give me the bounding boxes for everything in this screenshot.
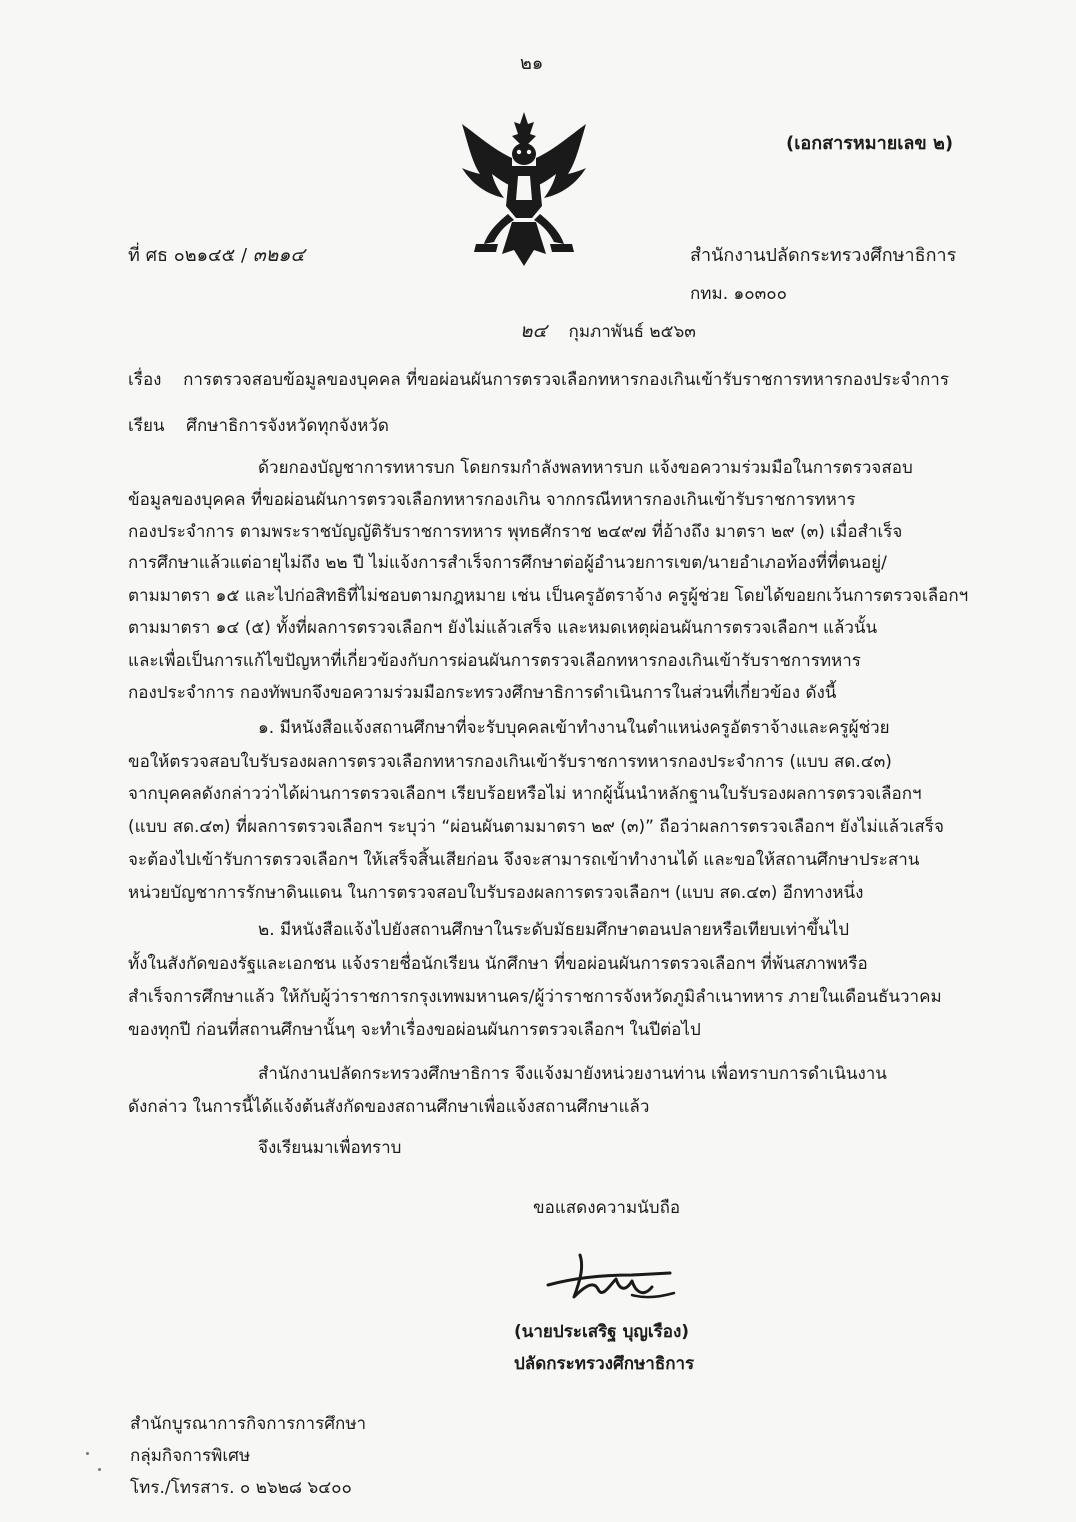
recipient-text: ศึกษาธิการจังหวัดทุกจังหวัด — [186, 416, 389, 436]
date-day-handwritten: ๒๔ — [520, 320, 547, 342]
scan-speck — [98, 1468, 101, 1471]
body-line: ดังกล่าว ในการนี้ได้แจ้งต้นสังกัดของสถานศึกษาเพื่อแจ้งสถานศึกษาแล้ว — [128, 1097, 650, 1117]
footer-unit: สำนักบูรณาการกิจการการศึกษา — [130, 1414, 367, 1434]
reference-number-handwritten: ๓๒๑๔ — [252, 244, 305, 266]
subject-text: การตรวจสอบข้อมูลของบุคคล ที่ขอผ่อนผันการตรวจเลือกทหารกองเกินเข้ารับราชการทหารกองประจำการ — [183, 370, 949, 390]
body-line: กองประจำการ กองทัพบกจึงขอความร่วมมือกระทรวงศึกษาธิการดำเนินการในส่วนที่เกี่ยวข้อง ดังนี้ — [128, 683, 837, 703]
recipient-row — [128, 412, 389, 439]
body-line: ตามมาตรา ๑๔ (๕) ทั้งที่ผลการตรวจเลือกฯ ยังไม่แล้วเสร็จ และหมดเหตุผ่อนผันการตรวจเลือกฯ แล้วนั้น — [128, 618, 878, 638]
signer-title: ปลัดกระทรวงศึกษาธิการ — [514, 1354, 695, 1374]
body-line: ๑. มีหนังสือแจ้งสถานศึกษาที่จะรับบุคคลเข้าทำงานในตำแหน่งครูอัตราจ้างและครูผู้ช่วย — [258, 718, 890, 738]
body-line: หน่วยบัญชาการรักษาดินแดน ในการตรวจสอบใบรับรองผลการตรวจเลือกฯ (แบบ สด.๔๓) อีกทางหนึ่ง — [128, 883, 864, 903]
body-line: จะต้องไปเข้ารับการตรวจเลือกฯ ให้เสร็จสิ้นเสียก่อน จึงจะสามารถเข้าทำงานได้ และขอให้สถานศึกษาประสาน — [128, 850, 920, 870]
body-line: (แบบ สด.๔๓) ที่ผลการตรวจเลือกฯ ระบุว่า “ผ่อนผันตามมาตรา ๒๙ (๓)” ถือว่าผลการตรวจเลือกฯ ยังไม่แล้วเสร็จ — [128, 817, 944, 837]
document-date — [520, 316, 696, 346]
body-line: สำนักงานปลัดกระทรวงศึกษาธิการ จึงแจ้งมายังหน่วยงานท่าน เพื่อทราบการดำเนินงาน — [258, 1064, 887, 1084]
body-line: ตามมาตรา ๑๕ และไปก่อสิทธิที่ไม่ชอบตามกฎหมาย เช่น เป็นครูอัตราจ้าง ครูผู้ช่วย โดยได้ขอยกเว้นการตรวจเลือกฯ — [128, 586, 969, 606]
closing-line: จึงเรียนมาเพื่อทราบ — [258, 1138, 402, 1158]
closing-salutation: ขอแสดงความนับถือ — [533, 1198, 681, 1218]
body-line: ทั้งในสังกัดของรัฐและเอกชน แจ้งรายชื่อนักเรียน นักศึกษา ที่ขอผ่อนผันการตรวจเลือกฯ ที่พ้นสภาพหรือ — [128, 954, 868, 974]
body-line: และเพื่อเป็นการแก้ไขปัญหาที่เกี่ยวข้องกับการผ่อนผันการตรวจเลือกทหารกองเกินเข้ารับราชการทหาร — [128, 651, 861, 671]
office-name: สำนักงานปลัดกระทรวงศึกษาธิการ — [690, 245, 957, 266]
date-month-year: กุมภาพันธ์ ๒๕๖๓ — [568, 322, 696, 342]
signature-image — [540, 1245, 680, 1315]
page-number: ๒๑ — [520, 53, 544, 74]
subject-label: เรื่อง — [128, 370, 162, 390]
footer-group: กลุ่มกิจการพิเศษ — [130, 1446, 251, 1466]
body-line: ข้อมูลของบุคคล ที่ขอผ่อนผันการตรวจเลือกทหารกองเกิน จากกรณีทหารกองเกินเข้ารับราชการทหาร — [128, 490, 856, 510]
footer-phone: โทร./โทรสาร. ๐ ๒๖๒๘ ๖๔๐๐ — [130, 1478, 352, 1498]
scan-speck — [86, 1452, 89, 1455]
body-line: จากบุคคลดังกล่าวว่าได้ผ่านการตรวจเลือกฯ เรียบร้อยหรือไม่ หากผู้นั้นนำหลักฐานใบรับรองผลการตรวจเลือกฯ — [128, 784, 922, 804]
garuda-emblem-icon — [458, 110, 590, 268]
body-line: กองประจำการ ตามพระราชบัญญัติรับราชการทหาร พุทธศักราช ๒๔๙๗ ที่อ้างถึง มาตรา ๒๙ (๓) เมื่อสำเร็จ — [128, 522, 903, 542]
subject-row — [128, 366, 949, 393]
body-line: ด้วยกองบัญชาการทหารบก โดยกรมกำลังพลทหารบก แจ้งขอความร่วมมือในการตรวจสอบ — [258, 458, 913, 478]
body-line: สำเร็จการศึกษาแล้ว ให้กับผู้ว่าราชการกรุงเทพมหานคร/ผู้ว่าราชการจังหวัดภูมิลำเนาทหาร ภายในเดือนธันวาคม — [128, 987, 942, 1007]
recipient-label: เรียน — [128, 416, 165, 436]
body-line: การศึกษาแล้วแต่อายุไม่ถึง ๒๒ ปี ไม่แจ้งการสำเร็จการศึกษาต่อผู้อำนวยการเขต/นายอำเภอท้องที่ที่ตนอยู่/ — [128, 553, 887, 573]
office-postcode: กทม. ๑๐๓๐๐ — [690, 284, 788, 304]
signer-name: (นายประเสริฐ บุญเรือง) — [514, 1322, 690, 1342]
reference-prefix: ที่ ศธ ๐๒๑๔๕ / — [128, 245, 248, 266]
reference-number — [128, 240, 305, 270]
body-line: ๒. มีหนังสือแจ้งไปยังสถานศึกษาในระดับมัธยมศึกษาตอนปลายหรือเทียบเท่าขึ้นไป — [258, 920, 850, 940]
body-line: ของทุกปี ก่อนที่สถานศึกษานั้นๆ จะทำเรื่องขอผ่อนผันการตรวจเลือกฯ ในปีต่อไป — [128, 1020, 701, 1040]
body-line: ขอให้ตรวจสอบใบรับรองผลการตรวจเลือกทหารกองเกินเข้ารับราชการทหารกองประจำการ (แบบ สด.๔๓) — [128, 752, 892, 772]
document-reference: (เอกสารหมายเลข ๒) — [786, 133, 954, 154]
